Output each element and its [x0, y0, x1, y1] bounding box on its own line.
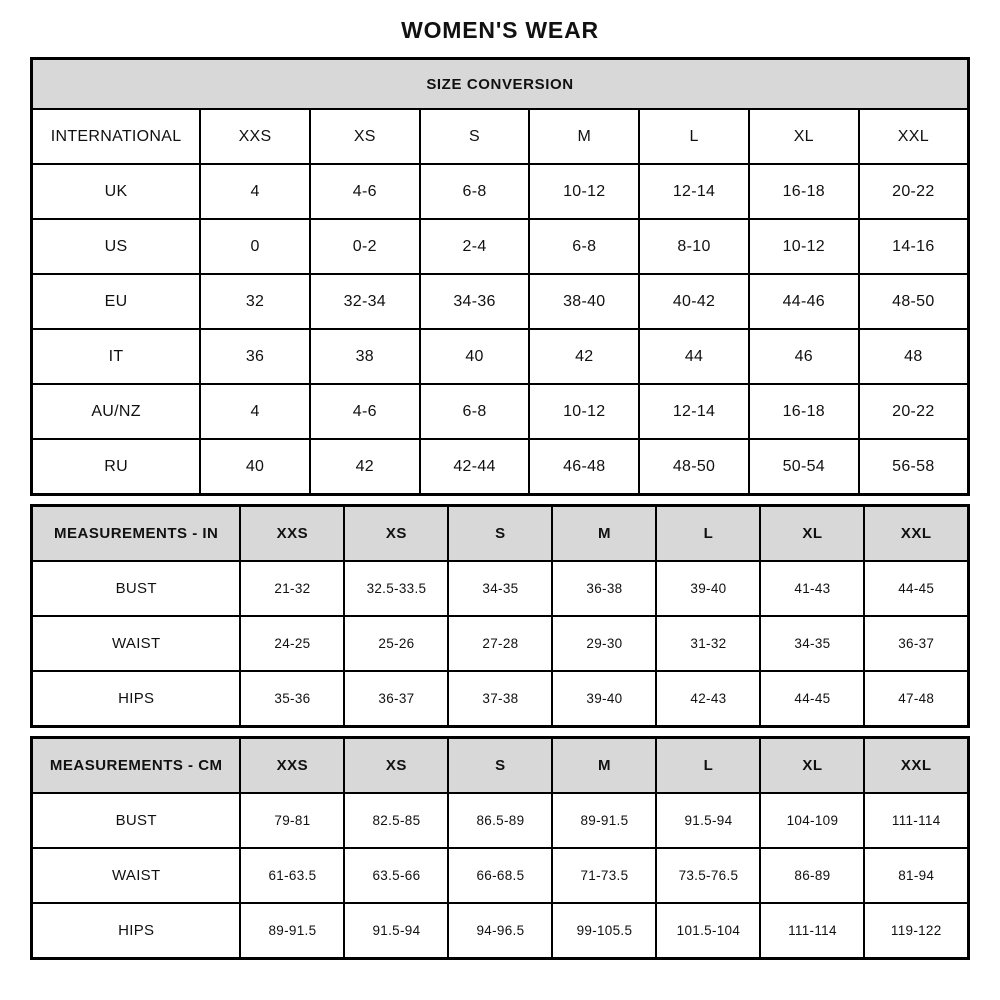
table-cell: 20-22 [859, 384, 969, 439]
row-label: HIPS [32, 903, 241, 959]
table-row [32, 164, 969, 219]
table-cell: 44-45 [760, 671, 864, 727]
row-label: WAIST [32, 616, 241, 671]
table-cell: 86.5-89 [448, 793, 552, 848]
table-cell: 46-48 [529, 439, 639, 495]
column-header-cell: XXL [859, 109, 969, 164]
table-cell: 44 [639, 329, 749, 384]
table-cell: 32.5-33.5 [344, 561, 448, 616]
table-cell: 20-22 [859, 164, 969, 219]
column-header-cell: XL [749, 109, 859, 164]
table-cell: 31-32 [656, 616, 760, 671]
table-cell: 73.5-76.5 [656, 848, 760, 903]
column-header-cell: M [552, 506, 656, 562]
row-label: UK [32, 164, 201, 219]
column-header-cell: XL [760, 506, 864, 562]
table-cell: 42-43 [656, 671, 760, 727]
table-cell: 21-32 [240, 561, 344, 616]
table-cell: 6-8 [420, 164, 530, 219]
table-cell: 36 [200, 329, 310, 384]
table-cell: 89-91.5 [240, 903, 344, 959]
table-row [32, 439, 969, 495]
table-cell: 42 [310, 439, 420, 495]
column-header-cell: M [552, 738, 656, 794]
table-cell: 16-18 [749, 384, 859, 439]
table-cell: 38-40 [529, 274, 639, 329]
column-header-cell: XXL [864, 506, 968, 562]
row-label: HIPS [32, 671, 241, 727]
column-header-cell: XXL [864, 738, 968, 794]
table-cell: 37-38 [448, 671, 552, 727]
table-cell: 34-35 [448, 561, 552, 616]
table-cell: 34-35 [760, 616, 864, 671]
table-cell: 10-12 [749, 219, 859, 274]
table-header-row [32, 506, 969, 562]
table-cell: 61-63.5 [240, 848, 344, 903]
table-cell: 12-14 [639, 164, 749, 219]
table-cell: 63.5-66 [344, 848, 448, 903]
table-cell: 10-12 [529, 164, 639, 219]
table-cell: 86-89 [760, 848, 864, 903]
table-cell: 12-14 [639, 384, 749, 439]
table-row [32, 903, 969, 959]
table-header-label-cell: MEASUREMENTS - IN [32, 506, 241, 562]
table-cell: 36-38 [552, 561, 656, 616]
row-label: WAIST [32, 848, 241, 903]
table-cell: 36-37 [344, 671, 448, 727]
table-header-row [32, 738, 969, 794]
table-cell: 41-43 [760, 561, 864, 616]
table-cell: 91.5-94 [344, 903, 448, 959]
table-cell: 39-40 [552, 671, 656, 727]
table-cell: 40 [200, 439, 310, 495]
column-header-cell: L [639, 109, 749, 164]
row-label: BUST [32, 561, 241, 616]
table-cell: 82.5-85 [344, 793, 448, 848]
column-header-cell: L [656, 506, 760, 562]
table-header-label-cell: MEASUREMENTS - CM [32, 738, 241, 794]
table-cell: 101.5-104 [656, 903, 760, 959]
table-cell: 6-8 [420, 384, 530, 439]
table-cell: 99-105.5 [552, 903, 656, 959]
table-cell: 94-96.5 [448, 903, 552, 959]
table-cell: 0-2 [310, 219, 420, 274]
row-label: AU/NZ [32, 384, 201, 439]
row-label-column-header: INTERNATIONAL [32, 109, 201, 164]
table-cell: 32-34 [310, 274, 420, 329]
row-label: IT [32, 329, 201, 384]
table-cell: 16-18 [749, 164, 859, 219]
table-row [32, 793, 969, 848]
table-cell: 25-26 [344, 616, 448, 671]
table-cell: 39-40 [656, 561, 760, 616]
table-cell: 2-4 [420, 219, 530, 274]
table-cell: 4-6 [310, 164, 420, 219]
table-cell: 34-36 [420, 274, 530, 329]
table-cell: 42-44 [420, 439, 530, 495]
table-cell: 111-114 [864, 793, 968, 848]
table-cell: 8-10 [639, 219, 749, 274]
column-header-row [32, 109, 969, 164]
column-header-cell: S [420, 109, 530, 164]
measurements-cm-body [32, 738, 969, 959]
table-cell: 40 [420, 329, 530, 384]
table-cell: 48-50 [859, 274, 969, 329]
table-cell: 35-36 [240, 671, 344, 727]
table-row [32, 616, 969, 671]
column-header-cell: XS [310, 109, 420, 164]
table-cell: 81-94 [864, 848, 968, 903]
table-cell: 42 [529, 329, 639, 384]
column-header-cell: S [448, 738, 552, 794]
column-header-cell: XXS [240, 738, 344, 794]
table-cell: 79-81 [240, 793, 344, 848]
table-cell: 111-114 [760, 903, 864, 959]
table-cell: 71-73.5 [552, 848, 656, 903]
table-cell: 48-50 [639, 439, 749, 495]
size-conversion-table [30, 57, 970, 496]
table-cell: 119-122 [864, 903, 968, 959]
table-row [32, 561, 969, 616]
table-cell: 44-46 [749, 274, 859, 329]
table-cell: 66-68.5 [448, 848, 552, 903]
table-title-cell: SIZE CONVERSION [32, 59, 969, 110]
table-cell: 89-91.5 [552, 793, 656, 848]
table-cell: 6-8 [529, 219, 639, 274]
table-cell: 50-54 [749, 439, 859, 495]
table-row [32, 848, 969, 903]
table-row [32, 219, 969, 274]
table-cell: 10-12 [529, 384, 639, 439]
table-cell: 24-25 [240, 616, 344, 671]
table-row [32, 329, 969, 384]
table-cell: 0 [200, 219, 310, 274]
table-title-row [32, 59, 969, 110]
row-label: EU [32, 274, 201, 329]
table-cell: 46 [749, 329, 859, 384]
table-cell: 29-30 [552, 616, 656, 671]
table-cell: 91.5-94 [656, 793, 760, 848]
table-cell: 27-28 [448, 616, 552, 671]
row-label: BUST [32, 793, 241, 848]
page-title: WOMEN'S WEAR [401, 17, 599, 43]
column-header-cell: XXS [200, 109, 310, 164]
table-cell: 4 [200, 164, 310, 219]
table-cell: 38 [310, 329, 420, 384]
column-header-cell: S [448, 506, 552, 562]
size-conversion-body [32, 59, 969, 495]
measurements-cm-table [30, 736, 970, 960]
measurements-in-body [32, 506, 969, 727]
table-row [32, 274, 969, 329]
column-header-cell: XL [760, 738, 864, 794]
table-cell: 47-48 [864, 671, 968, 727]
table-row [32, 384, 969, 439]
row-label: RU [32, 439, 201, 495]
table-cell: 32 [200, 274, 310, 329]
column-header-cell: XS [344, 506, 448, 562]
column-header-cell: M [529, 109, 639, 164]
table-cell: 56-58 [859, 439, 969, 495]
table-cell: 40-42 [639, 274, 749, 329]
row-label: US [32, 219, 201, 274]
table-cell: 44-45 [864, 561, 968, 616]
table-cell: 36-37 [864, 616, 968, 671]
measurements-in-table [30, 504, 970, 728]
table-cell: 4 [200, 384, 310, 439]
table-row [32, 671, 969, 727]
table-cell: 4-6 [310, 384, 420, 439]
table-cell: 48 [859, 329, 969, 384]
table-cell: 104-109 [760, 793, 864, 848]
table-cell: 14-16 [859, 219, 969, 274]
column-header-cell: L [656, 738, 760, 794]
column-header-cell: XXS [240, 506, 344, 562]
column-header-cell: XS [344, 738, 448, 794]
